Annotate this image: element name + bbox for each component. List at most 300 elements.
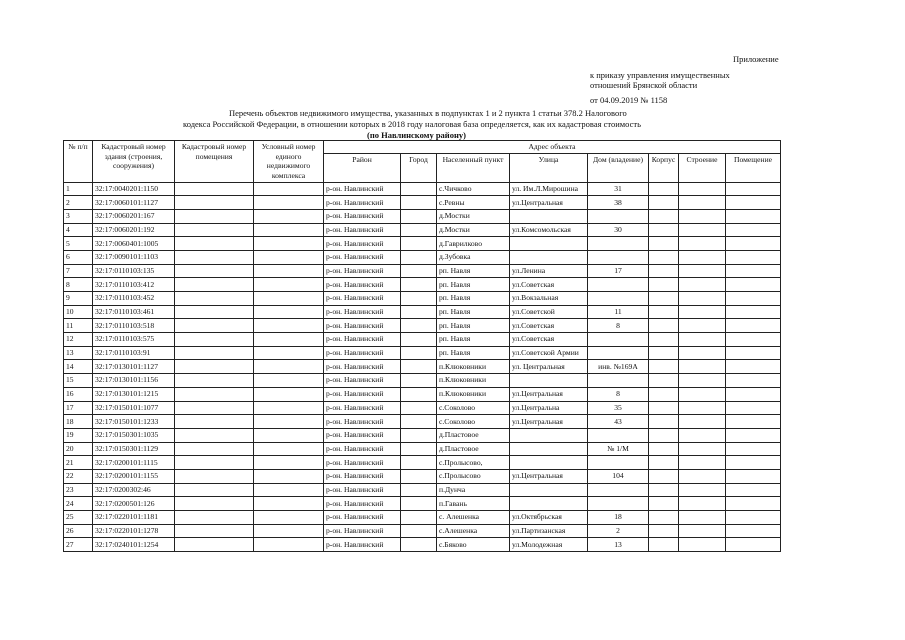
table-row <box>64 182 781 196</box>
cadastral-building-cell: 32:17:0060101:1127 <box>93 196 175 210</box>
cadastral-building-cell: 32:17:0130101:1215 <box>93 387 175 401</box>
cadastral-room-cell <box>175 346 254 360</box>
cadastral-building-cell: 32:17:0150101:1077 <box>93 401 175 415</box>
korpus-cell <box>649 196 679 210</box>
pomeschenie-cell <box>726 196 781 210</box>
district-cell: р-он. Навлинский <box>324 305 401 319</box>
complex-number-cell <box>254 483 324 497</box>
street-cell: ул.Советская <box>510 333 588 347</box>
cadastral-building-cell: 32:17:0150101:1233 <box>93 415 175 429</box>
cadastral-building-cell: 32:17:0060401:1005 <box>93 237 175 251</box>
korpus-cell <box>649 209 679 223</box>
cadastral-room-cell <box>175 524 254 538</box>
pomeschenie-cell <box>726 305 781 319</box>
stroenie-cell <box>679 346 726 360</box>
complex-number-cell <box>254 456 324 470</box>
street-cell: ул.Партизанская <box>510 524 588 538</box>
row-number-cell: 19 <box>64 428 93 442</box>
table-row <box>64 305 781 319</box>
pomeschenie-cell <box>726 264 781 278</box>
street-cell: ул.Центральная <box>510 415 588 429</box>
cadastral-building-cell: 32:17:0150301:1129 <box>93 442 175 456</box>
cadastral-building-cell: 32:17:0130101:1156 <box>93 374 175 388</box>
table-row <box>64 469 781 483</box>
stroenie-cell <box>679 524 726 538</box>
locality-cell: п.Клюковники <box>437 387 510 401</box>
city-cell <box>401 223 437 237</box>
house-cell: 35 <box>588 401 649 415</box>
complex-number-cell <box>254 415 324 429</box>
stroenie-cell <box>679 387 726 401</box>
korpus-cell <box>649 428 679 442</box>
locality-cell: с.Соколово <box>437 401 510 415</box>
cadastral-room-cell <box>175 319 254 333</box>
district-cell: р-он. Навлинский <box>324 182 401 196</box>
locality-cell: рп. Навля <box>437 278 510 292</box>
stroenie-cell <box>679 483 726 497</box>
cadastral-room-cell <box>175 374 254 388</box>
house-cell <box>588 374 649 388</box>
house-cell <box>588 209 649 223</box>
stroenie-cell <box>679 415 726 429</box>
stroenie-cell <box>679 333 726 347</box>
row-number-cell: 6 <box>64 250 93 264</box>
cadastral-room-cell <box>175 401 254 415</box>
korpus-cell <box>649 346 679 360</box>
cadastral-building-cell: 32:17:0110103:452 <box>93 292 175 306</box>
street-cell: ул. Им.Л.Мирошина <box>510 182 588 196</box>
city-cell <box>401 483 437 497</box>
district-cell: р-он. Навлинский <box>324 387 401 401</box>
order-line-2: отношений Брянской области <box>590 80 698 90</box>
korpus-cell <box>649 333 679 347</box>
cadastral-building-cell: 32:17:0200501:126 <box>93 497 175 511</box>
table-row <box>64 250 781 264</box>
pomeschenie-cell <box>726 223 781 237</box>
complex-number-cell <box>254 223 324 237</box>
house-cell: 11 <box>588 305 649 319</box>
city-cell <box>401 360 437 374</box>
complex-number-cell <box>254 538 324 552</box>
house-cell <box>588 428 649 442</box>
table-row <box>64 292 781 306</box>
col-house-header: Дом (владение) <box>588 153 649 182</box>
pomeschenie-cell <box>726 483 781 497</box>
korpus-cell <box>649 319 679 333</box>
table-row <box>64 442 781 456</box>
complex-number-cell <box>254 360 324 374</box>
city-cell <box>401 428 437 442</box>
pomeschenie-cell <box>726 401 781 415</box>
col-korpus-header: Корпус <box>649 153 679 182</box>
row-number-cell: 15 <box>64 374 93 388</box>
district-cell: р-он. Навлинский <box>324 497 401 511</box>
locality-cell: рп. Навля <box>437 292 510 306</box>
cadastral-room-cell <box>175 360 254 374</box>
cadastral-room-cell <box>175 387 254 401</box>
pomeschenie-cell <box>726 428 781 442</box>
locality-cell: с.Пролысово, <box>437 456 510 470</box>
col-num-header: № п/п <box>64 141 93 183</box>
cadastral-room-cell <box>175 237 254 251</box>
complex-number-cell <box>254 237 324 251</box>
street-cell <box>510 428 588 442</box>
table-row <box>64 223 781 237</box>
col-complex-header: Условный номер единого недвижимого комплекса <box>254 141 324 183</box>
cadastral-room-cell <box>175 469 254 483</box>
house-cell <box>588 483 649 497</box>
col-room-header: Кадастровый номер помещения <box>175 141 254 183</box>
col-district-header: Район <box>324 153 401 182</box>
city-cell <box>401 387 437 401</box>
district-cell: р-он. Навлинский <box>324 401 401 415</box>
table-row <box>64 456 781 470</box>
street-cell: ул.Центральная <box>510 387 588 401</box>
cadastral-room-cell <box>175 497 254 511</box>
district-cell: р-он. Навлинский <box>324 374 401 388</box>
city-cell <box>401 497 437 511</box>
district-cell: р-он. Навлинский <box>324 209 401 223</box>
city-cell <box>401 538 437 552</box>
table-row <box>64 511 781 525</box>
house-cell: 13 <box>588 538 649 552</box>
complex-number-cell <box>254 346 324 360</box>
row-number-cell: 3 <box>64 209 93 223</box>
complex-number-cell <box>254 250 324 264</box>
house-cell: инв. №169А <box>588 360 649 374</box>
complex-number-cell <box>254 442 324 456</box>
house-cell: 30 <box>588 223 649 237</box>
street-cell: ул.Ленина <box>510 264 588 278</box>
pomeschenie-cell <box>726 292 781 306</box>
document-title-line-3: (по Навлинскому району) <box>367 130 466 140</box>
cadastral-room-cell <box>175 538 254 552</box>
cadastral-room-cell <box>175 511 254 525</box>
district-cell: р-он. Навлинский <box>324 278 401 292</box>
table-row <box>64 209 781 223</box>
korpus-cell <box>649 483 679 497</box>
document-title-line-1: Перечень объектов недвижимого имущества, указанных в подпунктах 1 и 2 пункта 1 статьи 378.2 Налогового <box>229 108 627 118</box>
table-row <box>64 483 781 497</box>
street-cell: ул.Советской <box>510 305 588 319</box>
col-locality-header: Населенный пункт <box>437 153 510 182</box>
document-title-line-2: кодекса Российской Федерации, в отношении которых в 2018 году налоговая база определяется, как их кадастровая стоимость <box>183 119 642 129</box>
complex-number-cell <box>254 333 324 347</box>
locality-cell: п.Клюковники <box>437 360 510 374</box>
street-cell: ул.Молодежная <box>510 538 588 552</box>
cadastral-building-cell: 32:17:0060201:192 <box>93 223 175 237</box>
cadastral-room-cell <box>175 278 254 292</box>
stroenie-cell <box>679 250 726 264</box>
district-cell: р-он. Навлинский <box>324 250 401 264</box>
stroenie-cell <box>679 305 726 319</box>
district-cell: р-он. Навлинский <box>324 346 401 360</box>
cadastral-building-cell: 32:17:0200302:46 <box>93 483 175 497</box>
district-cell: р-он. Навлинский <box>324 469 401 483</box>
complex-number-cell <box>254 182 324 196</box>
city-cell <box>401 182 437 196</box>
korpus-cell <box>649 305 679 319</box>
street-cell <box>510 497 588 511</box>
korpus-cell <box>649 469 679 483</box>
house-cell: 43 <box>588 415 649 429</box>
house-cell <box>588 278 649 292</box>
row-number-cell: 1 <box>64 182 93 196</box>
table-row <box>64 387 781 401</box>
row-number-cell: 14 <box>64 360 93 374</box>
house-cell: № 1/М <box>588 442 649 456</box>
korpus-cell <box>649 456 679 470</box>
korpus-cell <box>649 250 679 264</box>
complex-number-cell <box>254 319 324 333</box>
cadastral-building-cell: 32:17:0110103:518 <box>93 319 175 333</box>
cadastral-room-cell <box>175 264 254 278</box>
street-cell: ул.Вокзальная <box>510 292 588 306</box>
cadastral-building-cell: 32:17:0150301:1035 <box>93 428 175 442</box>
cadastral-room-cell <box>175 305 254 319</box>
cadastral-building-cell: 32:17:0110103:412 <box>93 278 175 292</box>
locality-cell: д.Гаврилково <box>437 237 510 251</box>
col-pomeschenie-header: Помещение <box>726 153 781 182</box>
table-row <box>64 428 781 442</box>
cadastral-building-cell: 32:17:0090101:1103 <box>93 250 175 264</box>
row-number-cell: 12 <box>64 333 93 347</box>
cadastral-room-cell <box>175 223 254 237</box>
city-cell <box>401 511 437 525</box>
col-stroenie-header: Строение <box>679 153 726 182</box>
house-cell: 18 <box>588 511 649 525</box>
row-number-cell: 18 <box>64 415 93 429</box>
stroenie-cell <box>679 292 726 306</box>
cadastral-building-cell: 32:17:0110103:575 <box>93 333 175 347</box>
locality-cell: с.Бяково <box>437 538 510 552</box>
property-table <box>63 140 781 552</box>
stroenie-cell <box>679 469 726 483</box>
district-cell: р-он. Навлинский <box>324 524 401 538</box>
locality-cell: д.Зубовка <box>437 250 510 264</box>
district-cell: р-он. Навлинский <box>324 442 401 456</box>
row-number-cell: 7 <box>64 264 93 278</box>
cadastral-room-cell <box>175 415 254 429</box>
pomeschenie-cell <box>726 360 781 374</box>
locality-cell: рп. Навля <box>437 333 510 347</box>
complex-number-cell <box>254 469 324 483</box>
locality-cell: д.Пластовое <box>437 442 510 456</box>
col-street-header: Улица <box>510 153 588 182</box>
district-cell: р-он. Навлинский <box>324 292 401 306</box>
row-number-cell: 10 <box>64 305 93 319</box>
locality-cell: п.Гавань <box>437 497 510 511</box>
pomeschenie-cell <box>726 524 781 538</box>
pomeschenie-cell <box>726 237 781 251</box>
locality-cell: с. Алешенка <box>437 511 510 525</box>
table-row <box>64 524 781 538</box>
row-number-cell: 24 <box>64 497 93 511</box>
house-cell: 31 <box>588 182 649 196</box>
complex-number-cell <box>254 387 324 401</box>
col-city-header: Город <box>401 153 437 182</box>
city-cell <box>401 319 437 333</box>
district-cell: р-он. Навлинский <box>324 360 401 374</box>
stroenie-cell <box>679 428 726 442</box>
order-line-1: к приказу управления имущественных <box>590 70 730 80</box>
stroenie-cell <box>679 538 726 552</box>
row-number-cell: 17 <box>64 401 93 415</box>
cadastral-room-cell <box>175 483 254 497</box>
row-number-cell: 21 <box>64 456 93 470</box>
row-number-cell: 4 <box>64 223 93 237</box>
row-number-cell: 16 <box>64 387 93 401</box>
district-cell: р-он. Навлинский <box>324 264 401 278</box>
stroenie-cell <box>679 264 726 278</box>
street-cell: ул.Советская <box>510 319 588 333</box>
table-row <box>64 264 781 278</box>
city-cell <box>401 346 437 360</box>
cadastral-room-cell <box>175 196 254 210</box>
table-row <box>64 237 781 251</box>
cadastral-building-cell: 32:17:0040201:1150 <box>93 182 175 196</box>
cadastral-building-cell: 32:17:0240101:1254 <box>93 538 175 552</box>
house-cell <box>588 333 649 347</box>
table-row <box>64 538 781 552</box>
locality-cell: д.Пластовое <box>437 428 510 442</box>
complex-number-cell <box>254 264 324 278</box>
appendix-label: Приложение <box>733 54 779 64</box>
street-cell: ул.Октябрьская <box>510 511 588 525</box>
row-number-cell: 23 <box>64 483 93 497</box>
pomeschenie-cell <box>726 209 781 223</box>
locality-cell: п.Клюковники <box>437 374 510 388</box>
district-cell: р-он. Навлинский <box>324 511 401 525</box>
street-cell: ул.Центральная <box>510 469 588 483</box>
stroenie-cell <box>679 374 726 388</box>
cadastral-building-cell: 32:17:0110103:135 <box>93 264 175 278</box>
cadastral-room-cell <box>175 456 254 470</box>
stroenie-cell <box>679 442 726 456</box>
complex-number-cell <box>254 209 324 223</box>
pomeschenie-cell <box>726 346 781 360</box>
house-cell <box>588 237 649 251</box>
complex-number-cell <box>254 524 324 538</box>
korpus-cell <box>649 387 679 401</box>
table-row <box>64 374 781 388</box>
district-cell: р-он. Навлинский <box>324 415 401 429</box>
pomeschenie-cell <box>726 387 781 401</box>
stroenie-cell <box>679 237 726 251</box>
city-cell <box>401 196 437 210</box>
locality-cell: с.Ревны <box>437 196 510 210</box>
city-cell <box>401 442 437 456</box>
row-number-cell: 20 <box>64 442 93 456</box>
city-cell <box>401 278 437 292</box>
city-cell <box>401 469 437 483</box>
cadastral-building-cell: 32:17:0220101:1181 <box>93 511 175 525</box>
stroenie-cell <box>679 401 726 415</box>
locality-cell: п.Дунча <box>437 483 510 497</box>
street-cell <box>510 250 588 264</box>
stroenie-cell <box>679 278 726 292</box>
table-row <box>64 415 781 429</box>
house-cell: 104 <box>588 469 649 483</box>
house-cell <box>588 497 649 511</box>
locality-cell: рп. Навля <box>437 264 510 278</box>
korpus-cell <box>649 182 679 196</box>
korpus-cell <box>649 524 679 538</box>
city-cell <box>401 305 437 319</box>
korpus-cell <box>649 401 679 415</box>
stroenie-cell <box>679 511 726 525</box>
pomeschenie-cell <box>726 415 781 429</box>
stroenie-cell <box>679 196 726 210</box>
row-number-cell: 5 <box>64 237 93 251</box>
pomeschenie-cell <box>726 374 781 388</box>
table-row <box>64 319 781 333</box>
city-cell <box>401 524 437 538</box>
street-cell <box>510 456 588 470</box>
cadastral-room-cell <box>175 209 254 223</box>
row-number-cell: 22 <box>64 469 93 483</box>
cadastral-room-cell <box>175 442 254 456</box>
korpus-cell <box>649 415 679 429</box>
cadastral-room-cell <box>175 428 254 442</box>
district-cell: р-он. Навлинский <box>324 538 401 552</box>
house-cell <box>588 346 649 360</box>
korpus-cell <box>649 374 679 388</box>
complex-number-cell <box>254 497 324 511</box>
house-cell: 8 <box>588 387 649 401</box>
row-number-cell: 8 <box>64 278 93 292</box>
street-cell: ул. Центральная <box>510 360 588 374</box>
house-cell <box>588 292 649 306</box>
korpus-cell <box>649 264 679 278</box>
cadastral-room-cell <box>175 182 254 196</box>
city-cell <box>401 401 437 415</box>
cadastral-building-cell: 32:17:0200101:1155 <box>93 469 175 483</box>
table-row <box>64 196 781 210</box>
korpus-cell <box>649 223 679 237</box>
locality-cell: с.Пролысово <box>437 469 510 483</box>
city-cell <box>401 237 437 251</box>
complex-number-cell <box>254 511 324 525</box>
street-cell <box>510 374 588 388</box>
table-row <box>64 346 781 360</box>
city-cell <box>401 250 437 264</box>
district-cell: р-он. Навлинский <box>324 237 401 251</box>
cadastral-building-cell: 32:17:0130101:1127 <box>93 360 175 374</box>
pomeschenie-cell <box>726 250 781 264</box>
col-building-header: Кадастровый номер здания (строения, сооружения) <box>93 141 175 183</box>
house-cell: 38 <box>588 196 649 210</box>
row-number-cell: 26 <box>64 524 93 538</box>
district-cell: р-он. Навлинский <box>324 483 401 497</box>
complex-number-cell <box>254 305 324 319</box>
complex-number-cell <box>254 196 324 210</box>
locality-cell: рп. Навля <box>437 346 510 360</box>
city-cell <box>401 456 437 470</box>
house-cell: 2 <box>588 524 649 538</box>
district-cell: р-он. Навлинский <box>324 456 401 470</box>
stroenie-cell <box>679 182 726 196</box>
district-cell: р-он. Навлинский <box>324 428 401 442</box>
stroenie-cell <box>679 223 726 237</box>
pomeschenie-cell <box>726 511 781 525</box>
house-cell <box>588 250 649 264</box>
locality-cell: с.Алешенка <box>437 524 510 538</box>
locality-cell: рп. Навля <box>437 305 510 319</box>
stroenie-cell <box>679 456 726 470</box>
street-cell <box>510 483 588 497</box>
locality-cell: рп. Навля <box>437 319 510 333</box>
